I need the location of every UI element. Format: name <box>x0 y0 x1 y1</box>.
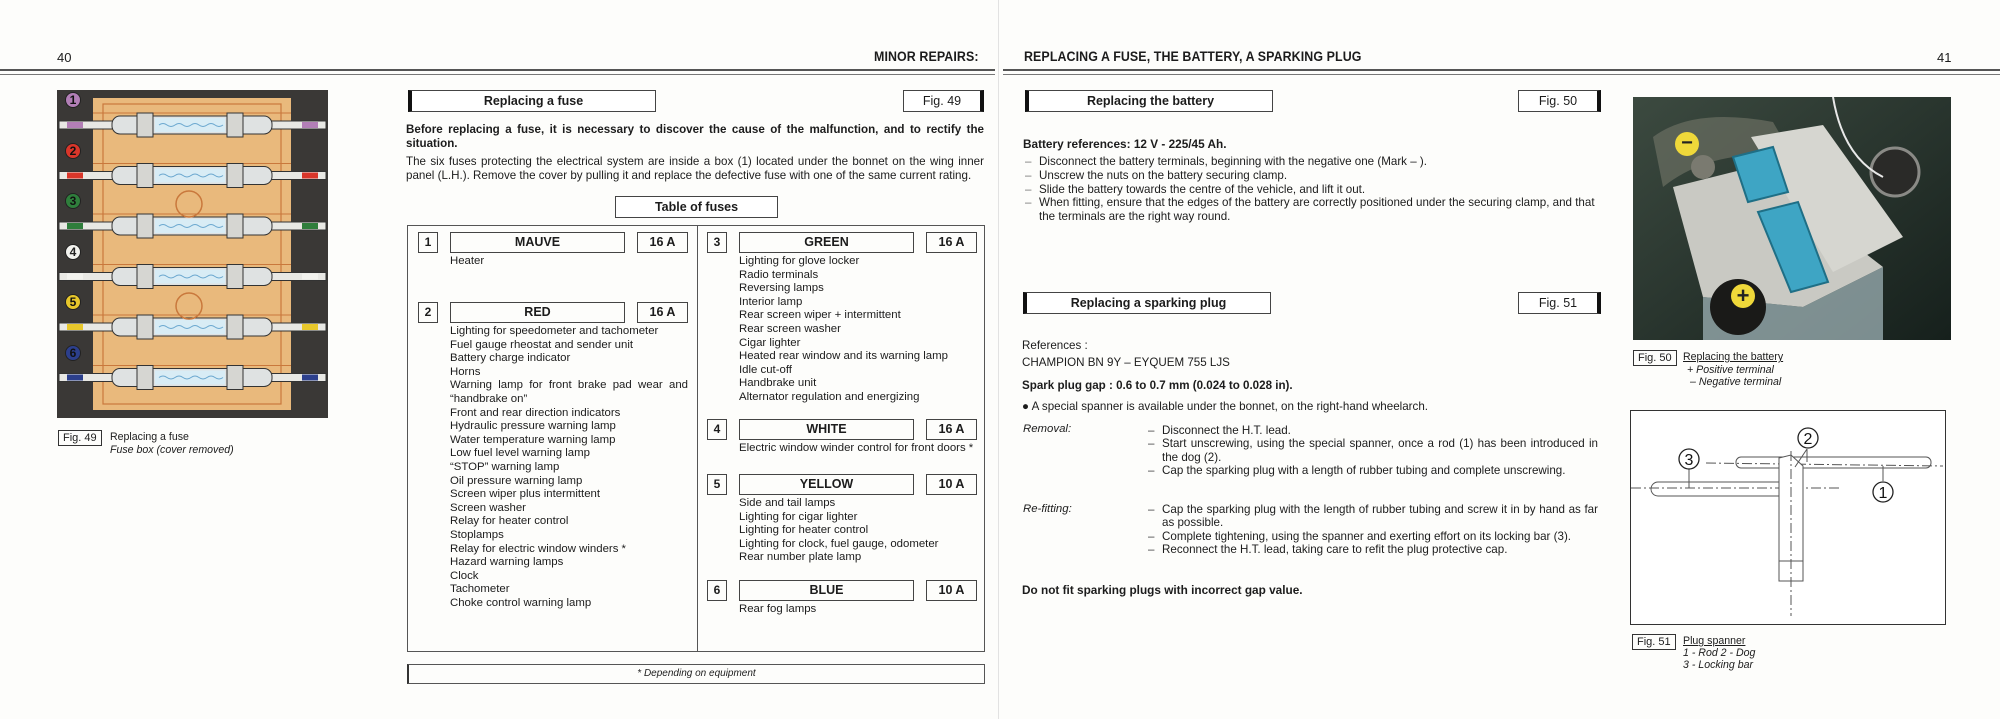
refitting-label: Re-fitting: <box>1023 503 1072 515</box>
fuse-entry-5 <box>707 473 977 565</box>
list-item: Alternator regulation and energizing <box>739 390 920 403</box>
battery-references-label: Battery references: <box>1023 137 1131 151</box>
fuse-color: RED <box>450 302 625 323</box>
spark-warning: Do not fit sparking plugs with incorrect gap value. <box>1022 583 1303 597</box>
list-item: Cigar lighter <box>739 336 801 349</box>
spark-gap <box>1022 379 1293 392</box>
fuse-color: MAUVE <box>450 232 625 253</box>
list-item: Handbrake unit <box>739 377 817 390</box>
list-item: – Slide the battery towards the centre of the vehicle, and lift it out. <box>1023 183 1601 197</box>
list-item: Relay for heater control <box>450 515 569 528</box>
left-page-number: 40 <box>57 50 72 65</box>
list-item: Choke control warning lamp <box>450 596 592 609</box>
fuse-table-divider <box>697 226 698 651</box>
fuse-items <box>707 442 977 456</box>
list-item: Relay for electric window winders * <box>450 542 626 555</box>
list-item: – Cap the sparking plug with a length of rubber tubing and complete unscrewing. <box>1148 464 1598 477</box>
list-item: – Disconnect the H.T. lead. <box>1148 424 1598 437</box>
fuse-table-title: Table of fuses <box>615 196 778 218</box>
fig50-label: Fig. 50 <box>1633 350 1677 366</box>
removal-steps <box>1148 424 1598 478</box>
fig51-legend-2: 3 - Locking bar <box>1683 659 1754 671</box>
fig51-label: Fig. 51 <box>1632 634 1676 650</box>
list-item: Lighting for cigar lighter <box>739 510 858 523</box>
fuse-items <box>418 255 688 269</box>
list-item: Reversing lamps <box>739 282 824 295</box>
spark-section-title: Replacing a sparking plug <box>1023 292 1271 314</box>
fig50-legend-negative: – Negative terminal <box>1690 376 1782 388</box>
battery-photo <box>1633 97 1951 340</box>
fuse-number: 2 <box>418 302 438 323</box>
fuse-box-drawing <box>57 90 328 418</box>
list-item: “STOP” warning lamp <box>450 460 560 473</box>
list-item: Side and tail lamps <box>739 497 836 509</box>
fuse-number: 5 <box>707 474 727 495</box>
fuse-color: BLUE <box>739 580 914 601</box>
fuse-entry-1 <box>418 231 688 269</box>
list-item: Rear screen washer <box>739 322 841 335</box>
list-item: Lighting for heater control <box>739 524 869 537</box>
fuse-rating: 16 A <box>926 232 977 253</box>
fuse-intro-bold: Before replacing a fuse, it is necessary to discover the cause of the malfunction, and to rectify the situation. <box>406 123 984 150</box>
fuse-rating: 16 A <box>637 232 688 253</box>
negative-terminal-marker: − <box>1675 132 1699 156</box>
list-item: Water temperature warning lamp <box>450 433 616 446</box>
list-item: Oil pressure warning lamp <box>450 474 583 487</box>
bullet-icon: ● <box>1022 400 1030 413</box>
fuse-number: 4 <box>707 419 727 440</box>
list-item: Screen wiper plus intermittent <box>450 488 601 501</box>
list-item: Rear screen wiper + intermittent <box>739 309 901 322</box>
fuse-rating: 16 A <box>926 419 977 440</box>
list-item: Electric window winder control for front doors * <box>739 442 974 454</box>
list-item: – Disconnect the battery terminals, beginning with the negative one (Mark – ). <box>1023 155 1601 169</box>
list-item: – Cap the sparking plug with the length of rubber tubing and screw it in by hand as far as possible. <box>1148 503 1598 530</box>
spark-note-text: A special spanner is available under the bonnet, on the right-hand wheelarch. <box>1031 400 1428 413</box>
fuse-marker-2: 2 <box>65 143 81 159</box>
list-item: – Unscrew the nuts on the battery securing clamp. <box>1023 169 1601 183</box>
spark-note <box>1022 400 1428 413</box>
fuse-marker-5: 5 <box>65 294 81 310</box>
list-item: Battery charge indicator <box>450 352 571 365</box>
list-item: Heated rear window and its warning lamp <box>739 350 948 363</box>
list-item: Heater <box>450 255 485 267</box>
fuse-marker-6: 6 <box>65 345 81 361</box>
fuse-number: 1 <box>418 232 438 253</box>
plug-spanner-diagram <box>1630 410 1946 625</box>
list-item: Idle cut-off <box>739 363 792 376</box>
fuse-entry-2 <box>418 301 688 610</box>
fuse-color: GREEN <box>739 232 914 253</box>
list-item: Hazard warning lamps <box>450 556 564 569</box>
fuse-rating: 10 A <box>926 474 977 495</box>
list-item: Rear number plate lamp <box>739 551 862 564</box>
fig51-legend-1: 1 - Rod 2 - Dog <box>1683 647 1756 659</box>
fuse-section-fig-ref: Fig. 49 <box>903 90 984 112</box>
battery-steps <box>1023 155 1601 224</box>
fuse-box-illustration <box>57 90 328 418</box>
fig51-caption: Plug spanner <box>1683 635 1746 647</box>
plug-spanner-drawing <box>1631 411 1944 623</box>
positive-terminal-marker: + <box>1731 284 1755 308</box>
callout-2: 2 <box>1803 431 1813 448</box>
fuse-entry-3 <box>707 231 977 405</box>
list-item: Horns <box>450 365 481 378</box>
refitting-steps <box>1148 503 1598 557</box>
left-header-rule <box>0 69 995 75</box>
list-item: Tachometer <box>450 583 510 596</box>
fig49-subcaption: Fuse box (cover removed) <box>110 444 234 456</box>
fig49-label: Fig. 49 <box>58 430 102 446</box>
list-item: Low fuel level warning lamp <box>450 447 590 460</box>
fuse-items <box>707 603 977 617</box>
list-item: Warning lamp for front brake pad wear and “handbrake on” <box>450 379 688 405</box>
fuse-color: YELLOW <box>739 474 914 495</box>
fuse-entry-6 <box>707 579 977 617</box>
list-item: Lighting for speedometer and tachometer <box>450 325 659 337</box>
list-item: – Reconnect the H.T. lead, taking care to refit the plug protective cap. <box>1148 543 1598 556</box>
spark-gap-value: 0.6 to 0.7 mm (0.024 to 0.028 in). <box>1116 379 1293 392</box>
list-item: Radio terminals <box>739 268 819 281</box>
list-item: Screen washer <box>450 501 526 514</box>
list-item: Rear fog lamps <box>739 603 817 615</box>
list-item: – Complete tightening, using the spanner and exerting effort on its locking bar (3). <box>1148 530 1598 543</box>
list-item: Stoplamps <box>450 528 504 541</box>
fuse-entry-4 <box>707 418 977 456</box>
right-page-number: 41 <box>1937 50 1952 65</box>
list-item: – Start unscrewing, using the special spanner, once a rod (1) has been introduced in the dog (2). <box>1148 437 1598 464</box>
fig50-caption: Replacing the battery <box>1683 351 1784 363</box>
page-spine <box>998 0 999 719</box>
list-item: Lighting for glove locker <box>739 255 860 267</box>
fuse-items <box>707 255 977 405</box>
battery-section-title: Replacing the battery <box>1025 90 1273 112</box>
fuse-section-title: Replacing a fuse <box>408 90 656 112</box>
spark-gap-label: Spark plug gap : <box>1022 379 1113 392</box>
fuse-color: WHITE <box>739 419 914 440</box>
fuse-items <box>707 497 977 565</box>
list-item: Front and rear direction indicators <box>450 406 621 419</box>
fuse-items <box>418 325 688 610</box>
removal-label: Removal: <box>1023 423 1072 435</box>
callout-3: 3 <box>1684 452 1694 469</box>
left-header-title: MINOR REPAIRS: <box>874 49 979 64</box>
fuse-rating: 16 A <box>637 302 688 323</box>
right-header-rule <box>1003 69 2000 75</box>
list-item: – When fitting, ensure that the edges of the battery are correctly positioned under the securing clamp, and that the terminals are the right way round. <box>1023 196 1601 224</box>
fuse-intro: The six fuses protecting the electrical system are inside a box (1) located under the bonnet on the wing inner panel (L.H.). Remove the cover by pulling it and replace the defective fuse with one of the same current rating. <box>406 155 984 182</box>
fuse-table <box>407 225 985 652</box>
list-item: Hydraulic pressure warning lamp <box>450 420 616 433</box>
fuse-number: 3 <box>707 232 727 253</box>
fuse-rating: 10 A <box>926 580 977 601</box>
list-item: Interior lamp <box>739 295 803 308</box>
fuse-marker-1: 1 <box>65 92 81 108</box>
spark-references-value: CHAMPION BN 9Y – EYQUEM 755 LJS <box>1022 356 1230 369</box>
footnote: * Depending on equipment <box>407 664 985 684</box>
fig49-caption: Replacing a fuse <box>110 431 189 443</box>
battery-references <box>1023 137 1227 151</box>
fuse-marker-3: 3 <box>65 193 81 209</box>
list-item: Lighting for clock, fuel gauge, odometer <box>739 537 939 550</box>
list-item: Fuel gauge rheostat and sender unit <box>450 338 634 351</box>
fuse-marker-4: 4 <box>65 244 81 260</box>
right-header-title: REPLACING A FUSE, THE BATTERY, A SPARKING PLUG <box>1024 49 1362 64</box>
list-item: Clock <box>450 569 479 582</box>
spark-references-label: References : <box>1022 339 1088 352</box>
fuse-number: 6 <box>707 580 727 601</box>
battery-references-value: 12 V - 225/45 Ah. <box>1133 137 1227 151</box>
callout-1: 1 <box>1878 485 1888 502</box>
fig50-legend-positive: + Positive terminal <box>1687 364 1774 376</box>
battery-section-fig-ref: Fig. 50 <box>1518 90 1601 112</box>
spark-section-fig-ref: Fig. 51 <box>1518 292 1601 314</box>
